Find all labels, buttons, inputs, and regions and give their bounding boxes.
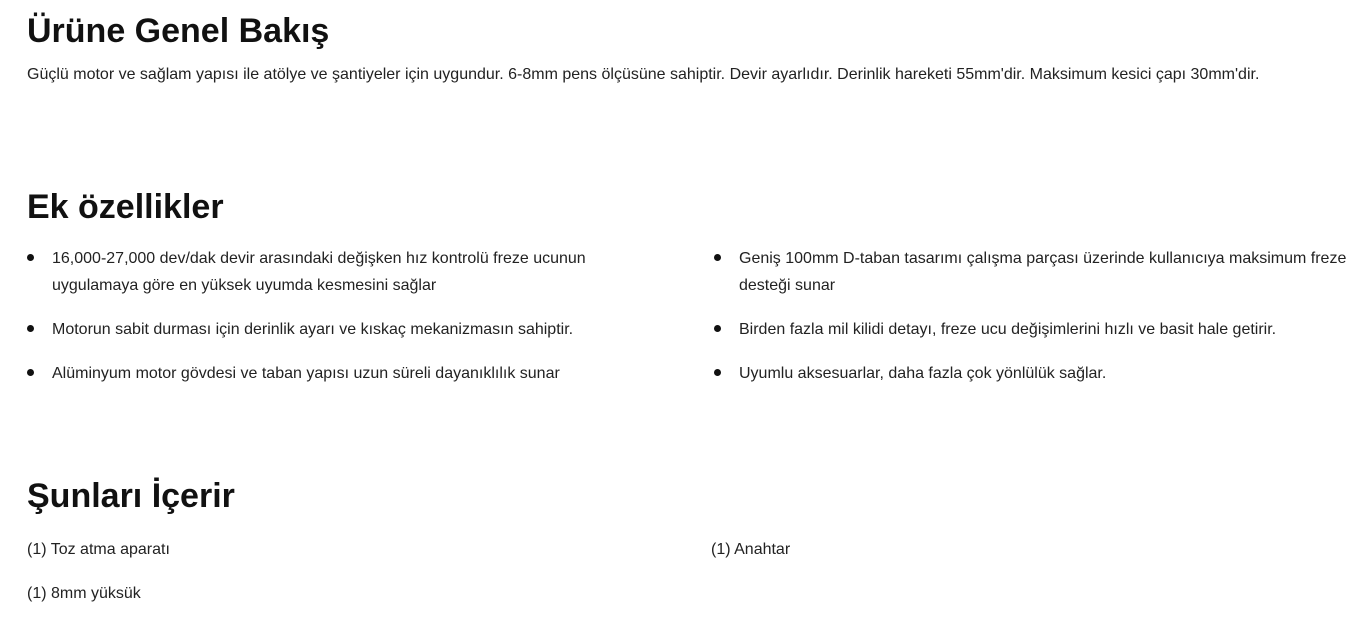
feature-item: [27, 245, 652, 299]
feature-item: [714, 245, 1364, 299]
overview-description: Güçlü motor ve sağlam yapısı ile atölye ve şantiyeler için uygundur. 6-8mm pens ölçüsüne sahiptir. Devir ayarlıdır. Derinlik hareketi 55mm'dir. Maksimum kesici çapı 30mm'dir.: [27, 66, 1260, 83]
features-column-right: [714, 245, 1364, 404]
feature-text: Motorun sabit durması için derinlik ayarı ve kıskaç mekanizmasın sahiptir.: [52, 321, 574, 338]
feature-item: [714, 316, 1364, 343]
bullet-icon: [714, 369, 721, 376]
bullet-icon: [714, 254, 721, 261]
contents-item: (1) Anahtar: [711, 541, 791, 558]
contents-heading: Şunları İçerir: [27, 477, 235, 515]
features-heading: Ek özellikler: [27, 188, 224, 226]
features-column-left: [27, 245, 652, 404]
contents-item: (1) 8mm yüksük: [27, 585, 141, 602]
feature-text: Geniş 100mm D-taban tasarımı çalışma parçası üzerinde kullanıcıya maksimum freze desteği sunar: [739, 250, 1347, 294]
bullet-icon: [27, 325, 34, 332]
feature-text: Alüminyum motor gövdesi ve taban yapısı uzun süreli dayanıklılık sunar: [52, 365, 560, 382]
feature-text: 16,000-27,000 dev/dak devir arasındaki değişken hız kontrolü freze ucunun uygulamaya göre en yüksek uyumda kesmesini sağlar: [52, 250, 586, 294]
overview-heading: Ürüne Genel Bakış: [27, 12, 330, 50]
feature-item: [27, 360, 652, 387]
bullet-icon: [27, 254, 34, 261]
feature-item: [27, 316, 652, 343]
feature-text: Uyumlu aksesuarlar, daha fazla çok yönlülük sağlar.: [739, 365, 1107, 382]
feature-item: [714, 360, 1364, 387]
contents-item: (1) Toz atma aparatı: [27, 541, 170, 558]
bullet-icon: [714, 325, 721, 332]
bullet-icon: [27, 369, 34, 376]
feature-text: Birden fazla mil kilidi detayı, freze ucu değişimlerini hızlı ve basit hale getirir.: [739, 321, 1277, 338]
